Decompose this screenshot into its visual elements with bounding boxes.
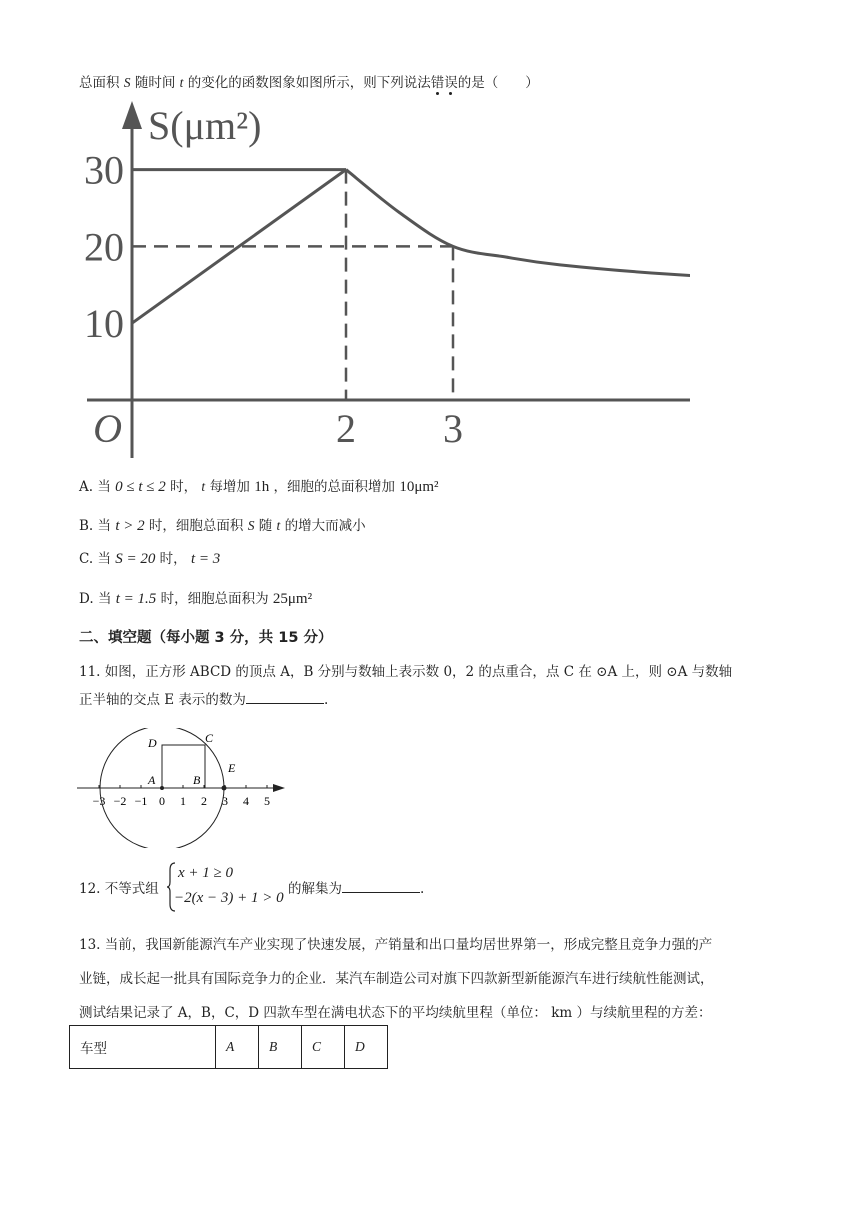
y-tick-label: 20: [84, 224, 124, 270]
option-c: C. 当 S = 20 时， t = 3: [79, 551, 221, 567]
tick-label: 4: [243, 794, 249, 808]
label-d: D: [148, 736, 157, 750]
option-d: D. 当 t = 1.5 时，细胞总面积为 25μm²: [79, 591, 313, 607]
option-b: B. 当 t > 2 时，细胞总面积 S 随 t 的增大而减小: [79, 518, 366, 534]
q10-stem: 总面积 S 随时间 t 的变化的函数图象如图所示，则下列说法错误的是（ ）: [79, 75, 539, 91]
table-header-cell: C: [302, 1026, 345, 1069]
number-line-figure: [75, 728, 295, 848]
q12-ineq2: −2(x − 3) + 1 > 0: [174, 890, 284, 906]
label-c: C: [205, 731, 214, 745]
tick-label: −3: [92, 794, 106, 808]
q12-prefix: 12. 不等式组: [79, 881, 159, 897]
series-line-2: [346, 170, 690, 284]
y-tick-label: 30: [84, 147, 124, 193]
table-header-cell: 车型: [70, 1026, 216, 1069]
car-table: [69, 1025, 388, 1069]
table-header-cell: B: [259, 1026, 302, 1069]
label-b: B: [193, 773, 201, 787]
origin-label: O: [93, 406, 122, 451]
axis-arrow: [273, 784, 285, 792]
table-header-cell: A: [216, 1026, 259, 1069]
q13-line3: 测试结果记录了 A，B，C，D 四款车型在满电状态下的平均续航里程（单位： km ）与续航里程的方差：: [79, 1005, 712, 1021]
q13-line1: 13. 当前，我国新能源汽车产业实现了快速发展，产销量和出口量均居世界第一，形成完整且竞争力强的产: [79, 937, 713, 953]
q12-ineq1: x + 1 ≥ 0: [178, 865, 234, 881]
y-axis-arrow: [122, 101, 142, 129]
q13-line2: 业链，成长起一批具有国际竞争力的企业．某汽车制造公司对旗下四款新型新能源汽车进行续航性能测试，: [79, 971, 714, 987]
option-a: A. 当 0 ≤ t ≤ 2 时， t 每增加 1h ，细胞的总面积增加 10μm²: [79, 479, 439, 495]
label-a: A: [148, 773, 156, 787]
label-e: E: [228, 761, 236, 775]
tick-label: 3: [222, 794, 228, 808]
point-a: [160, 786, 164, 790]
tick-label: 1: [180, 794, 186, 808]
chart-axes: [87, 101, 690, 458]
q11-text: [79, 658, 785, 714]
point-e: [222, 786, 227, 791]
tick-label: 2: [201, 794, 207, 808]
chart-labels: [84, 103, 690, 464]
table-row: [70, 1026, 388, 1069]
chart-series: [132, 170, 690, 324]
tick-label: 5: [264, 794, 270, 808]
x-tick-label: 3: [443, 406, 463, 451]
q11-answer-blank[interactable]: [246, 689, 324, 704]
q11-line1: 11. 如图，正方形 ABCD 的顶点 A，B 分别与数轴上表示数 0，2 的点重合，点 C 在 ⊙A 上，则 ⊙A 与数轴: [79, 664, 733, 680]
tick-label: −2: [113, 794, 127, 808]
table-header-cell: D: [345, 1026, 388, 1069]
y-axis-label: S(μm²): [148, 103, 262, 148]
q12-answer-blank[interactable]: [342, 878, 420, 893]
q13-text: [79, 928, 785, 1030]
section-title: 二、填空题（每小题 3 分，共 15 分）: [79, 630, 333, 646]
q12-suffix: 的解集为 .: [288, 877, 424, 897]
chart-guides: [132, 170, 453, 400]
x-tick-label: 2: [336, 406, 356, 451]
tick-label: −1: [134, 794, 148, 808]
area-time-graph: [70, 95, 690, 465]
q11-line2: 正半轴的交点 E 表示的数为 .: [79, 686, 785, 714]
tick-label: 0: [159, 794, 165, 808]
y-tick-label: 10: [84, 301, 124, 347]
